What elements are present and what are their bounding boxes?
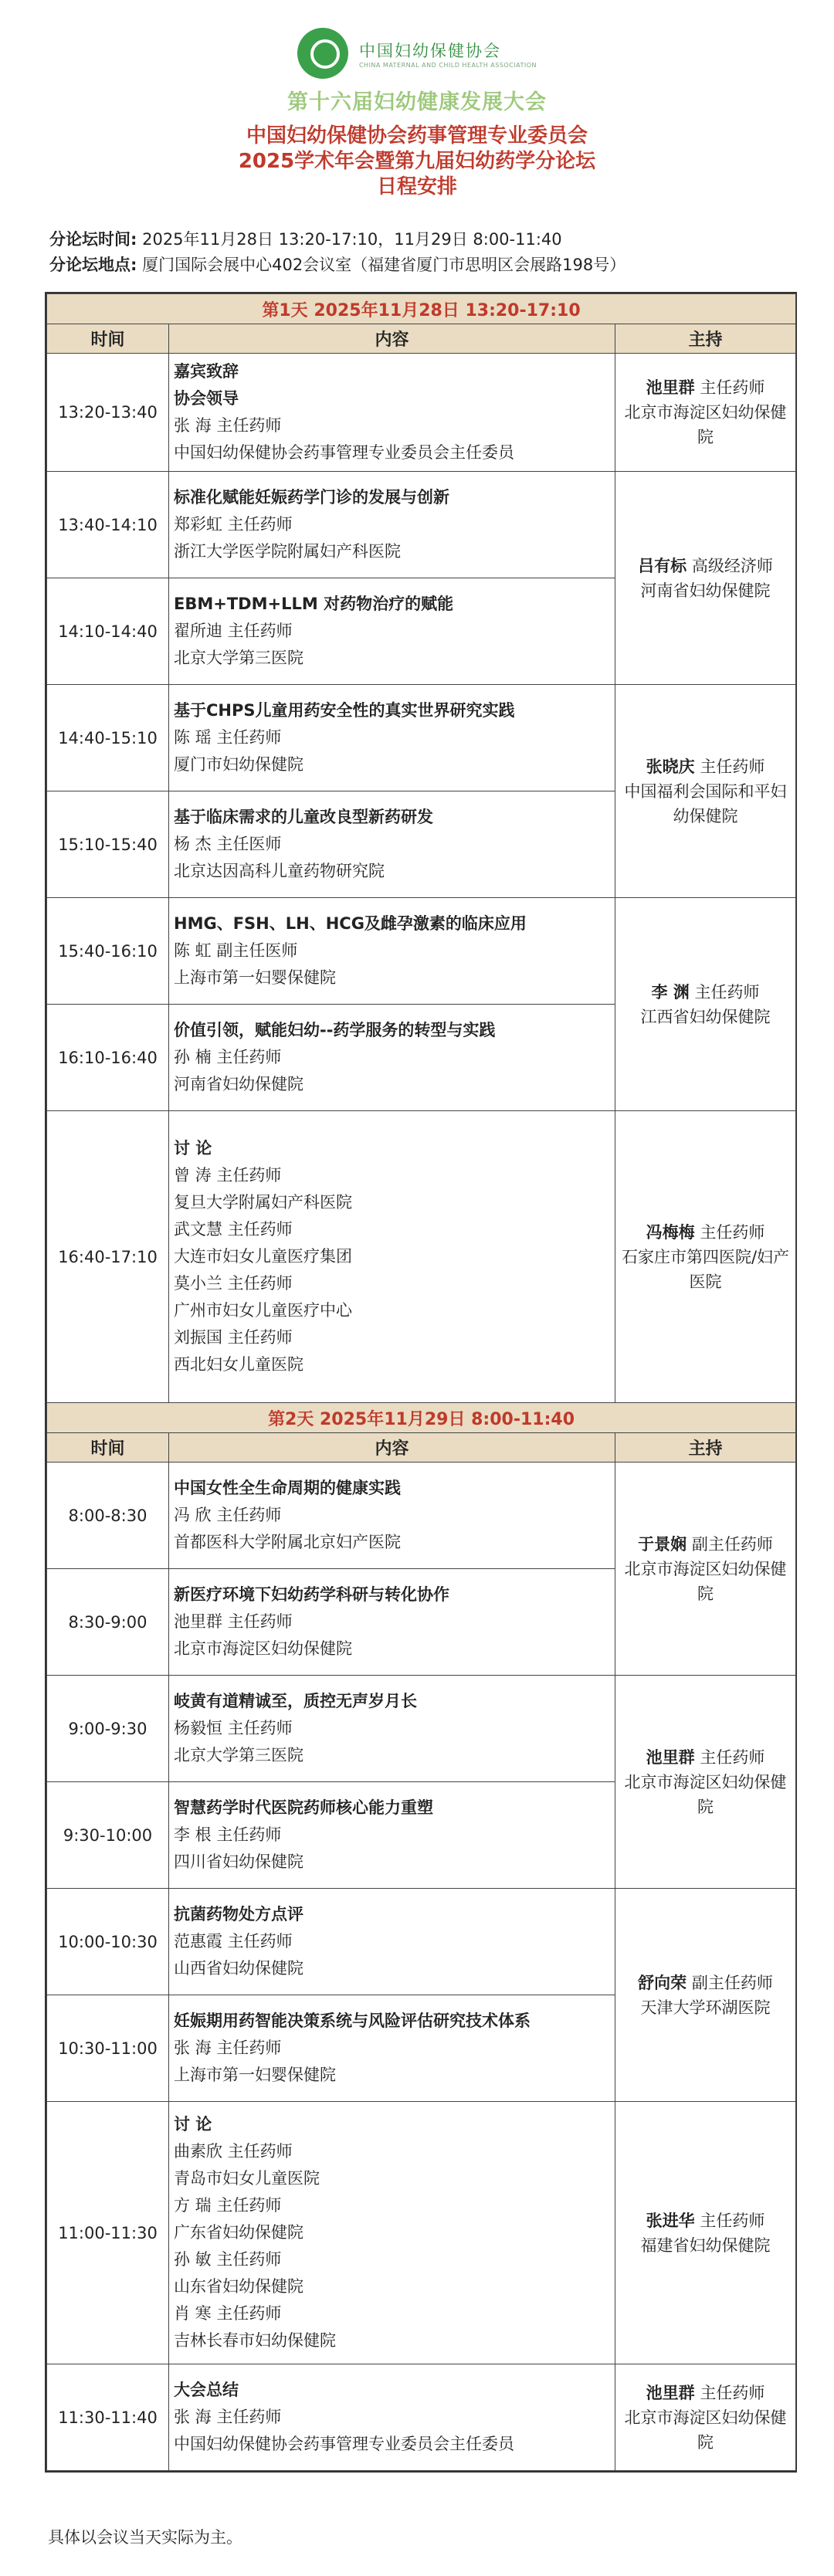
host-cell (615, 472, 796, 685)
host-org: 天津大学环湖医院 (640, 1998, 771, 2017)
session-line: 冯 欣 主任药师 (174, 1506, 282, 1524)
session-time: 8:00-8:30 (47, 1463, 169, 1569)
session-row (47, 1463, 796, 1569)
session-row (47, 1676, 796, 1782)
session-row (47, 898, 796, 1005)
session-line: 方 瑞 主任药师 (174, 2196, 282, 2215)
session-content (169, 898, 615, 1005)
session-line: 广东省妇幼保健院 (174, 2223, 303, 2242)
session-line: 青岛市妇女儿童医院 (174, 2169, 320, 2188)
host-cell (615, 1676, 796, 1889)
session-topic: 价值引领，赋能妇幼--药学服务的转型与实践 (174, 1021, 496, 1039)
session-time: 15:40-16:10 (47, 898, 169, 1005)
host-org: 中国福利会国际和平妇幼保健院 (624, 781, 787, 825)
column-header-content: 内容 (169, 324, 615, 354)
column-header-row (47, 324, 796, 354)
host-cell (615, 2102, 796, 2364)
host-line (619, 1745, 792, 1770)
host-org: 江西省妇幼保健院 (640, 1007, 771, 1026)
schedule-table (45, 292, 797, 2473)
session-line: 北京大学第三医院 (174, 1746, 303, 1764)
session-content (169, 1111, 615, 1403)
day-label: 第1天 2025年11月28日 13:20-17:10 (47, 294, 796, 324)
host-org: 石家庄市第四医院/妇产医院 (621, 1247, 790, 1291)
session-line: 池里群 主任药师 (174, 1612, 293, 1631)
column-header-host: 主持 (615, 324, 796, 354)
session-line: 河南省妇幼保健院 (174, 1075, 303, 1093)
session-time: 15:10-15:40 (47, 791, 169, 898)
session-content (169, 1995, 615, 2102)
session-content (169, 685, 615, 791)
host-name: 舒向荣 (638, 1973, 687, 1992)
host-title: 高级经济师 (691, 556, 773, 575)
session-content (169, 1676, 615, 1782)
session-topic: 中国女性全生命周期的健康实践 (174, 1479, 401, 1497)
day-row (47, 294, 796, 324)
forum-info (49, 227, 626, 278)
column-header-time: 时间 (47, 1433, 169, 1463)
host-title: 主任药师 (694, 982, 760, 1002)
session-line: 中国妇幼保健协会药事管理专业委员会主任委员 (174, 2435, 514, 2453)
session-line: 郑彩虹 主任药师 (174, 515, 293, 534)
session-line: 曲素欣 主任药师 (174, 2142, 293, 2161)
session-content (169, 1463, 615, 1569)
host-line (619, 980, 792, 1005)
host-cell (615, 1111, 796, 1403)
session-time: 14:10-14:40 (47, 578, 169, 685)
host-org: 福建省妇幼保健院 (640, 2235, 771, 2255)
host-org: 北京市海淀区妇幼保健院 (624, 1559, 787, 1603)
session-row (47, 472, 796, 578)
session-line: 四川省妇幼保健院 (174, 1852, 303, 1871)
session-line: 山东省妇幼保健院 (174, 2277, 303, 2296)
host-title: 主任药师 (700, 1222, 765, 1242)
session-line: 武文慧 主任药师 (174, 1220, 293, 1239)
host-title: 主任药师 (700, 2211, 765, 2230)
host-cell (615, 685, 796, 898)
title-line: 日程安排 (376, 175, 457, 198)
host-title: 副主任药师 (691, 1973, 773, 1992)
session-topic: 标准化赋能妊娠药学门诊的发展与创新 (174, 488, 449, 507)
session-line: 复旦大学附属妇产科医院 (174, 1193, 352, 1212)
title-line: 中国妇幼保健协会药事管理专业委员会 (246, 124, 588, 147)
session-line: 李 根 主任药师 (174, 1825, 282, 1844)
session-line: 杨 杰 主任医师 (174, 835, 282, 853)
session-line: 上海市第一妇婴保健院 (174, 2066, 336, 2084)
session-line: 陈 瑶 主任药师 (174, 728, 282, 747)
host-name: 张晓庆 (646, 757, 695, 776)
place-label: 分论坛地点: (49, 256, 137, 274)
host-org: 北京市海淀区妇幼保健院 (624, 2408, 787, 2452)
session-row (47, 2102, 796, 2364)
session-topic: 新医疗环境下妇幼药学科研与转化协作 (174, 1585, 449, 1604)
session-line: 莫小兰 主任药师 (174, 1274, 293, 1293)
host-line (619, 1220, 792, 1245)
session-topic: 大会总结 (174, 2381, 239, 2399)
session-row (47, 2364, 796, 2471)
session-line: 浙江大学医学院附属妇产科医院 (174, 542, 401, 561)
session-time: 9:00-9:30 (47, 1676, 169, 1782)
host-cell (615, 1889, 796, 2102)
session-content (169, 1889, 615, 1995)
session-topic: HMG、FSH、LH、HCG及雌孕激素的临床应用 (174, 914, 527, 933)
session-time: 10:00-10:30 (47, 1889, 169, 1995)
session-row (47, 685, 796, 791)
session-topic: 基于临床需求的儿童改良型新药研发 (174, 808, 433, 826)
host-name: 于景娴 (638, 1534, 687, 1554)
session-topic: 岐黄有道精诚至，质控无声岁月长 (174, 1692, 417, 1710)
session-time: 13:20-13:40 (47, 354, 169, 472)
host-cell (615, 1463, 796, 1676)
host-name: 池里群 (646, 378, 695, 397)
host-name: 张进华 (646, 2211, 695, 2230)
session-topic: 智慧药学时代医院药师核心能力重塑 (174, 1798, 433, 1817)
session-line: 大连市妇女儿童医疗集团 (174, 1247, 352, 1266)
association-logo-icon (297, 28, 348, 79)
session-line: 厦门市妇幼保健院 (174, 755, 303, 774)
congress-title: 第十六届妇幼健康发展大会 (287, 90, 547, 114)
session-topic: 基于CHPS儿童用药安全性的真实世界研究实践 (174, 701, 515, 720)
session-line: 翟所迪 主任药师 (174, 622, 293, 640)
session-line: 北京市海淀区妇幼保健院 (174, 1639, 352, 1658)
host-name: 吕有标 (638, 556, 687, 575)
session-row (47, 354, 796, 472)
footer-note: 具体以会议当天实际为主。 (48, 2528, 242, 2547)
logo (0, 28, 834, 79)
session-time: 11:30-11:40 (47, 2364, 169, 2471)
session-time: 16:40-17:10 (47, 1111, 169, 1403)
session-line: 孙 楠 主任药师 (174, 1048, 282, 1066)
host-title: 主任药师 (700, 2383, 765, 2402)
session-row (47, 1889, 796, 1995)
title-line: 2025学术年会暨第九届妇幼药学分论坛 (238, 150, 596, 173)
session-content (169, 2364, 615, 2471)
session-topic: 抗菌药物处方点评 (174, 1905, 303, 1924)
host-org: 河南省妇幼保健院 (640, 581, 771, 600)
header (0, 0, 834, 278)
session-time: 16:10-16:40 (47, 1005, 169, 1111)
column-header-time: 时间 (47, 324, 169, 354)
session-content (169, 472, 615, 578)
session-time: 9:30-10:00 (47, 1782, 169, 1889)
time-value: 2025年11月28日 13:20-17:10，11月29日 8:00-11:40 (142, 230, 562, 249)
host-line (619, 1971, 792, 1995)
session-content (169, 1005, 615, 1111)
session-line: 陈 虹 副主任医师 (174, 941, 298, 960)
host-title: 主任药师 (700, 757, 765, 776)
schedule (46, 293, 796, 2471)
place-value: 厦门国际会展中心402会议室（福建省厦门市思明区会展路198号） (142, 256, 626, 274)
session-line: 吉林长春市妇幼保健院 (174, 2331, 336, 2350)
host-line (619, 554, 792, 578)
session-topic: 讨 论 (174, 2115, 212, 2134)
session-line: 山西省妇幼保健院 (174, 1959, 303, 1978)
session-content (169, 791, 615, 898)
session-topic: 讨 论 (174, 1139, 212, 1158)
host-line (619, 1532, 792, 1557)
host-line (619, 2381, 792, 2405)
session-line: 孙 敏 主任药师 (174, 2250, 282, 2269)
session-line: 北京达因高科儿童药物研究院 (174, 862, 385, 880)
session-time: 11:00-11:30 (47, 2102, 169, 2364)
column-header-content: 内容 (169, 1433, 615, 1463)
session-row (47, 1111, 796, 1403)
session-content (169, 578, 615, 685)
session-topic: EBM+TDM+LLM 对药物治疗的赋能 (174, 595, 454, 613)
day-label: 第2天 2025年11月29日 8:00-11:40 (47, 1403, 796, 1433)
session-line: 肖 寒 主任药师 (174, 2304, 282, 2323)
host-line (619, 2208, 792, 2233)
host-cell (615, 354, 796, 472)
host-line (619, 754, 792, 779)
host-title: 副主任药师 (691, 1534, 773, 1554)
host-org: 北京市海淀区妇幼保健院 (624, 1772, 787, 1816)
column-header-row (47, 1433, 796, 1463)
host-org: 北京市海淀区妇幼保健院 (624, 403, 787, 446)
session-content (169, 2102, 615, 2364)
session-line: 上海市第一妇婴保健院 (174, 968, 336, 987)
host-cell (615, 2364, 796, 2471)
logo-name: 中国妇幼保健协会 (358, 41, 501, 60)
host-name: 池里群 (646, 2383, 695, 2402)
host-title: 主任药师 (700, 378, 765, 397)
host-line (619, 375, 792, 400)
session-content (169, 354, 615, 472)
time-label: 分论坛时间: (49, 230, 137, 249)
host-cell (615, 898, 796, 1111)
session-time: 13:40-14:10 (47, 472, 169, 578)
session-time: 8:30-9:00 (47, 1569, 169, 1676)
session-topic: 嘉宾致辞 (174, 362, 239, 381)
page-title (0, 124, 834, 200)
session-line: 张 海 主任药师 (174, 2039, 282, 2057)
session-line: 北京大学第三医院 (174, 649, 303, 667)
session-content (169, 1569, 615, 1676)
session-line: 杨毅恒 主任药师 (174, 1719, 293, 1737)
host-title: 主任药师 (700, 1747, 765, 1767)
session-content (169, 1782, 615, 1889)
host-name: 冯梅梅 (646, 1222, 695, 1242)
session-time: 14:40-15:10 (47, 685, 169, 791)
session-line: 刘振国 主任药师 (174, 1328, 293, 1347)
session-line: 首都医科大学附属北京妇产医院 (174, 1533, 401, 1551)
session-line: 广州市妇女儿童医疗中心 (174, 1301, 352, 1320)
logo-english-name: CHINA MATERNAL AND CHILD HEALTH ASSOCIATION (358, 61, 537, 69)
column-header-host: 主持 (615, 1433, 796, 1463)
session-line: 张 海 主任药师 (174, 416, 282, 435)
host-name: 李 渊 (651, 982, 690, 1002)
session-line: 张 海 主任药师 (174, 2408, 282, 2426)
host-name: 池里群 (646, 1747, 695, 1767)
day-row (47, 1403, 796, 1433)
session-line: 范惠霞 主任药师 (174, 1932, 293, 1951)
session-time: 10:30-11:00 (47, 1995, 169, 2102)
session-line: 协会领导 (174, 389, 239, 408)
session-line: 中国妇幼保健协会药事管理专业委员会主任委员 (174, 443, 514, 462)
session-line: 西北妇女儿童医院 (174, 1355, 303, 1374)
session-line: 曾 涛 主任药师 (174, 1166, 282, 1185)
session-topic: 妊娠期用药智能决策系统与风险评估研究技术体系 (174, 2012, 531, 2030)
